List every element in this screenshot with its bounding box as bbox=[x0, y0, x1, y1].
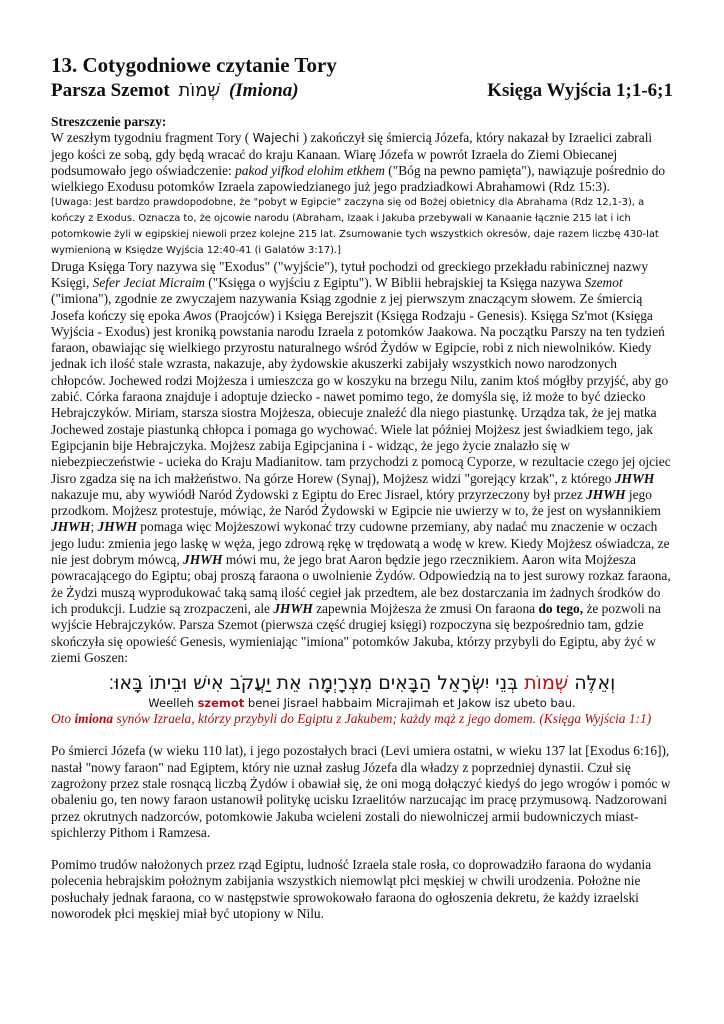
text: nakazuje mu, aby wywiódł Naród Żydowski z Egiptu do Erec Jisrael, który przyrzeczony był przez bbox=[51, 486, 587, 502]
text: że pozwoli na wyjście Hebrajczyków. Parsza Szemot (pierwsza część drugiej księgi) rozpoczyna się bezpośrednio tam, gdzie skończyła się opowieść Genesis, wymieniając "imiona" potomków Jakuba, którzy przybyli do Egiptu, aby żyć w ziemi Goszen: bbox=[51, 600, 661, 665]
jhwh-term: JHWH bbox=[273, 600, 313, 616]
jhwh-term: JHWH bbox=[586, 486, 626, 502]
hebrew-verse bbox=[51, 670, 673, 696]
verse-word: וְאֵלֶּה bbox=[574, 672, 616, 695]
szemot-term: Szemot bbox=[584, 274, 623, 290]
paragraph-intro bbox=[51, 130, 673, 195]
summary-heading: Streszczenie parszy: bbox=[51, 114, 167, 129]
sefer-term: Sefer Jeciat Micraim bbox=[92, 274, 205, 290]
parsha-meaning: (Imiona) bbox=[228, 80, 299, 101]
text: jego przodkom. Mojżesz protestuje, mówiąc, że Naród Żydowski w Egipcie nie uwierzy w to, że jest on wysłannikiem bbox=[51, 486, 661, 519]
page-title: 13. Cotygodniowe czytanie Tory bbox=[51, 53, 337, 77]
verse-translation bbox=[51, 711, 673, 727]
text: mówi mu, że jego brat Aaron będzie jego rzecznikiem. Aaron wita Mojżesza powracającego do Egiptu; obaj proszą faraona o uwolnienie Żydów. Odpowiedzią na to jest surowy rozkaz faraona, że Żydzi muszą wyprodukować taką samą ilość cegieł jak przedtem, ale bez dostarczania im żadnych środków do ich produkcji. Ludzie są zrozpaczeni, ale bbox=[51, 552, 671, 616]
transliteration bbox=[51, 696, 673, 711]
book-reference: Księga Wyjścia 1;1-6;1 bbox=[487, 80, 673, 101]
parsha-hebrew: שְׁמוֹת bbox=[178, 80, 221, 101]
text: ) zakończył się śmiercią Józefa, który nakazał by Izraelici zabrali jego kości ze sobą, gdy będą wracać do kraju Kanaan. Wiarę Józefa w powrót Izraela do Ziemi Obiecanej podsumowało jego oświadczenie: bbox=[51, 130, 653, 178]
jhwh-term: JHWH bbox=[97, 519, 137, 535]
verse-highlight: שְׁמוֹת bbox=[524, 672, 569, 695]
awos-term: Awos bbox=[183, 307, 212, 323]
text: pomaga więc Mojżeszowi wykonać trzy cudowne przemiany, aby nadać mu znaczenie w oczach jego ludu: zmienia jego laskę w węża, jego zdrową rękę w trędowatą a wodę w krew. Kiedy Mojżesz oświadcza, ze nie jest dobrym mówcą, bbox=[51, 519, 670, 568]
text: Druga Księga Tory nazywa się "Exodus" ("wyjście"), tytuł pochodzi od greckiego przekładu rabinicznej nazwy Księgi, bbox=[51, 258, 649, 290]
translit-text: benei Jisrael habbaim Micrajimah et Jakow isz ubeto bau. bbox=[244, 696, 576, 711]
text: ("Księga o wyjściu z Egiptu"). W Biblii hebrajskiej ta Księga nazywa bbox=[204, 274, 585, 290]
translit-highlight: szemot bbox=[197, 696, 245, 711]
parsha-prefix: Parsza Szemot bbox=[51, 80, 170, 101]
paragraph-main bbox=[51, 259, 673, 666]
jhwh-term: JHWH bbox=[183, 552, 223, 568]
translation-text: synów Izraela, którzy przybyli do Egiptu z Jakubem; każdy mąż z jego domem. (Księga Wyjścia 1:1) bbox=[113, 711, 652, 727]
parsha-subtitle bbox=[51, 78, 673, 104]
text: ; bbox=[90, 519, 98, 535]
text: ("imiona"), zgodnie ze zwyczajem nazywania Ksiąg zgodnie z jej pierwszym znaczącym słowem. Ze śmiercią Josefa kończy się epoka bbox=[51, 291, 643, 323]
translation-text: Oto bbox=[51, 711, 75, 727]
paragraph-decree: Pomimo trudów nałożonych przez rząd Egiptu, ludność Izraela stale rosła, co doprowadziło faraona do wydania polecenia hebrajskim położnym zabijania wszystkich niemowląt płci męskiej w chwili urodzenia. Położne nie posłuchały jednak faraona, co w następstwie sprowokowało faraona do ogłoszenia dekretu, że każdy izraelski noworodek płci męskiej miał być utopiony w Nilu. bbox=[51, 857, 652, 922]
document-page bbox=[51, 52, 673, 922]
parsha-name bbox=[51, 78, 299, 104]
note-paragraph: [Uwaga: Jest bardzo prawdopodobne, że "pobyt w Egipcie" zaczyna się od Bożej obietnicy dla Abrahama (Rdz 12,1-3), a kończy z Exodus. Oznacza to, że ojcowie narodu (Abraham, Izaak i Jakuba przebywali w Kanaanie łącznie 215 lat i ich potomkowie żyli w egipskiej niewoli przez kolejne 215 lat. Zsumowanie tych wszystkich okresów, daje razem liczbę 430-lat wymienioną w Księdze Wyjścia 12:40-41 (i Galatów 3:17).] bbox=[51, 197, 659, 256]
hebrew-quote: pakod yifkod elohim etkhem bbox=[235, 162, 385, 178]
translit-text: Weelleh bbox=[148, 696, 198, 711]
wajechi-term: Wajechi bbox=[252, 131, 300, 146]
text: zapewnia Mojżesza że zmusi On faraona bbox=[312, 600, 539, 616]
verse-rest: בְּנֵי יִשְׂרָאֵל הַבָּאִים מִצְרָיְמָה אֵת יַעֲקֹב אִישׁ וּבֵיתוֹ בָּאוּ׃ bbox=[108, 672, 519, 695]
translation-highlight: imiona bbox=[74, 711, 114, 727]
jhwh-term: JHWH bbox=[614, 470, 655, 486]
text: W zeszłym tygodniu fragment Tory ( bbox=[51, 130, 253, 146]
paragraph-pharaoh: Po śmierci Józefa (w wieku 110 lat), i jego pozostałych braci (Levi umiera ostatni, w wieku 137 lat [Exodus 6:16]), nastał "nowy faraon" nad Egiptem, który nie uznał zasług Józefa dla władzy z poprzedniej dynastii. Czuł się zagrożony przez stale rosnącą liczbą Żydów i obawiał się, że oni mogą dołączyć kiedyś do jego wrogów i pomóc w obaleniu go, ten nowy faraon ustanowił politykę ucisku Izraelitów narzucając im pracę przymusową. Nadzorowani przez okrutnych nadzorców, potomkowie Jakuba wcieleni zostali do niewolniczej armii budowniczych miast-spichlerzy Pithom i Ramzesa. bbox=[51, 743, 671, 840]
text: (Praojców) i Księga Berejszit (Księga Rodzaju - Genesis). Księga Sz'mot (Księga Wyjścia - Exodus) jest kroniką powstania narodu Izraela z potomków Jaakowa. Na początku Parszy na ten tydzień faraon, obawiając się wielkiego przyrostu naturalnego wśród Żydów w Egipcie, robi z nich niewolników. Kiedy jednak ich ilość stale wzrasta, nakazuje, aby żydowskie akuszerki zabijały wszystkich nowo narodzonych chłopców. Jochewed rodzi Mojżesza i umieszcza go w koszyku na brzegu Nilu, zanim ktoś mógłby przyjść, aby go zabić. Córka faraona znajduje i adoptuje dziecko - nawet pomimo tego, że domyśla się, iż może to być dziecko Hebrajczyków. Miriam, starsza siostra Mojżesza, obiecuje znaleźć dla niego piastunkę. Urządza tak, że jej matka Jochewed zostaje piastunką chłopca i pomaga go wychować. Wiele lat później Mojżesz jest świadkiem tego, jak Egipcjanin bije Hebrajczyka. Mojżesz zabija Egipcjanina i - widząc, że jego życie znalazło się w niebezpieczeństwie - ucieka do Kraju Madianitow. tam przychodzi z pomocą Cyporze, w rezultacie czego jej ojciec Jisro zgadza się na ich małżeństwo. Na górze Horew (Synaj), Mojżesz widzi "gorejący krzak", z którego bbox=[51, 307, 671, 486]
bold-phrase: do tego, bbox=[538, 600, 584, 616]
text: ("Bóg na pewno pamięta"), nawiązuje pośrednio do wielkiego Exodusu potomków Izraela zapowiedzianego już jego pradziadkowi Abrahamowi (Rdz 15:3). bbox=[51, 162, 666, 195]
jhwh-term: JHWH bbox=[51, 519, 91, 535]
